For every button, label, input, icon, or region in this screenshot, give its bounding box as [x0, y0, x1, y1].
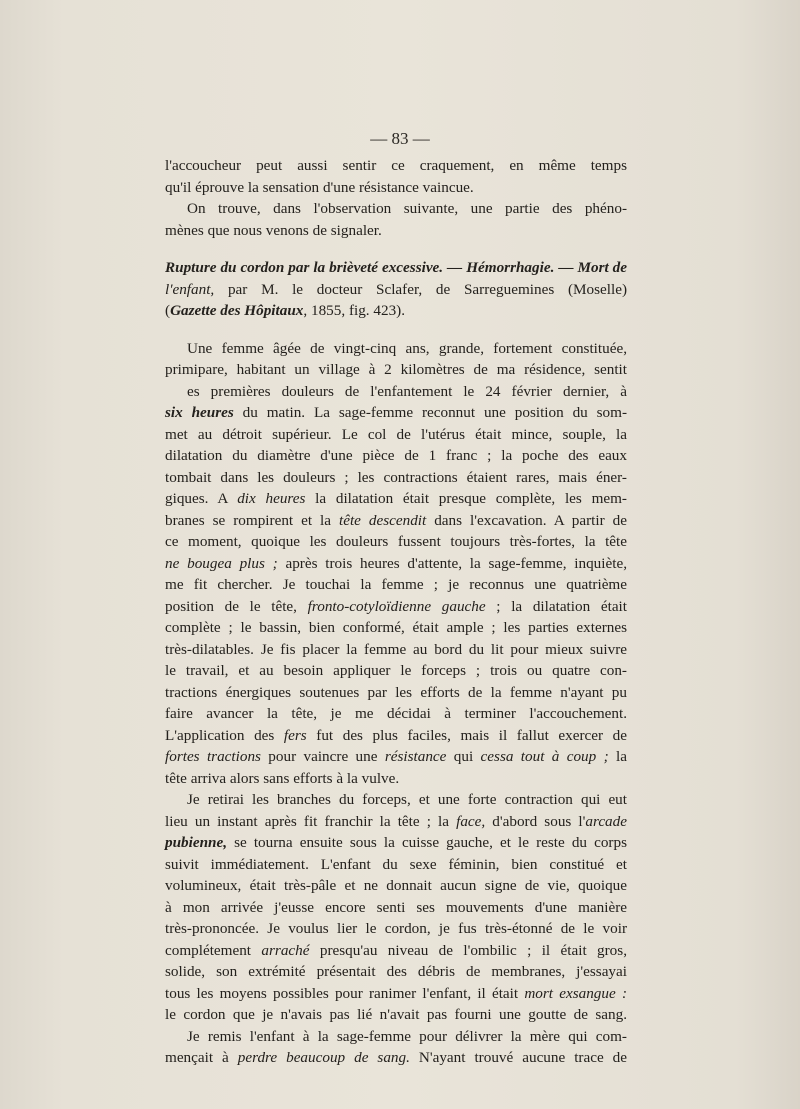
text-line: mènes que nous venons de signaler.	[165, 221, 382, 239]
page-text	[165, 155, 627, 1069]
text-line: ce moment, quoique les douleurs fussent toujours très-fortes, la tête	[165, 533, 627, 550]
text-line: position de le tête, fronto-cotyloïdienne gauche ; la dilatation était	[165, 597, 627, 615]
text-line: fortes tractions pour vaincre une résistance qui cessa tout à coup ; la	[165, 748, 627, 765]
text-line: Une femme âgée de vingt-cinq ans, grande, fortement constituée,	[187, 339, 627, 357]
text-line: six heures du matin. La sage-femme reconnut une position du som-	[165, 404, 627, 421]
text-line: le travail, et au besoin appliquer le forceps ; trois ou quatre con-	[165, 662, 627, 679]
text-line: solide, son extrémité présentait des débris de membranes, j'essayai	[165, 963, 627, 980]
text-line: faire avancer la tête, je me décidai à terminer l'accouchement.	[165, 705, 627, 722]
page-number: — 83 —	[370, 129, 430, 148]
text-line: branes se rompirent et la tête descendit dans l'excavation. A partir de	[165, 511, 627, 529]
text-line: pubienne, se tourna ensuite sous la cuisse gauche, et le reste du corps	[165, 834, 627, 851]
section-heading-line: (Gazette des Hôpitaux, 1855, fig. 423).	[165, 302, 406, 319]
text-line: suivit immédiatement. L'enfant du sexe féminin, bien constitué et	[165, 855, 627, 873]
text-line: le cordon que je n'avais pas lié n'avait pas fourni une goutte de sang.	[165, 1006, 627, 1023]
text-line: Je retirai les branches du forceps, et une forte contraction qui eut	[187, 791, 627, 808]
text-line: L'application des fers fut des plus faciles, mais il fallut exercer de	[165, 726, 627, 744]
text-line: lieu un instant après fit franchir la tête ; la face, d'abord sous l'arcade	[165, 812, 627, 830]
text-line: tous les moyens possibles pour ranimer l'enfant, il était mort exsangue :	[165, 984, 627, 1002]
text-line: complète ; le bassin, bien conformé, était ample ; les parties externes	[165, 619, 627, 636]
text-line: ne bougea plus ; après trois heures d'attente, la sage-femme, inquiète,	[165, 554, 627, 572]
text-line: dilatation du diamètre d'une pièce de 1 franc ; la poche des eaux	[165, 447, 627, 464]
text-line: giques. A dix heures la dilatation était presque complète, les mem-	[165, 490, 627, 507]
text-line: qu'il éprouve la sensation d'une résistance vaincue.	[165, 178, 474, 196]
section-heading-line: Rupture du cordon par la brièveté excessive. — Hémorrhagie. — Mort de	[165, 259, 627, 276]
text-line: très-prononcée. Je voulus lier le cordon, je fus très-étonné de le voir	[165, 920, 627, 937]
text-line: me fit chercher. Je touchai la femme ; je reconnus une quatrième	[165, 576, 627, 593]
text-line: On trouve, dans l'observation suivante, une partie des phéno-	[187, 200, 627, 217]
text-line: à mon arrivée j'eusse encore senti ses mouvements d'une manière	[165, 898, 627, 916]
text-line: tombait dans les douleurs ; les contractions étaient rares, mais éner-	[165, 468, 627, 486]
text-line: mençait à perdre beaucoup de sang. N'ayant trouvé aucune trace de	[165, 1049, 628, 1066]
text-line: l'accoucheur peut aussi sentir ce craquement, en même temps	[165, 157, 627, 174]
spacer	[165, 241, 627, 257]
section-heading-line: l'enfant, par M. le docteur Sclafer, de Sarreguemines (Moselle)	[165, 280, 627, 298]
text-line: très-dilatables. Je fis placer la femme au bord du lit pour mieux suivre	[165, 640, 627, 658]
text-line: tête arriva alors sans efforts à la vulve.	[165, 769, 400, 787]
text-line: primipare, habitant un village à 2 kilomètres de ma résidence, sentit	[165, 361, 627, 378]
text-line: complétement arraché presqu'au niveau de l'ombilic ; il était gros,	[165, 941, 627, 959]
text-line: es premières douleurs de l'enfantement le 24 février dernier, à	[187, 382, 627, 400]
text-line: tractions énergiques soutenues par les efforts de la femme n'ayant pu	[165, 683, 627, 701]
text-line: Je remis l'enfant à la sage-femme pour délivrer la mère qui com-	[187, 1027, 627, 1045]
spacer	[165, 322, 627, 338]
text-line: met au détroit supérieur. Le col de l'utérus était mince, souple, la	[165, 425, 627, 443]
text-line: volumineux, était très-pâle et ne donnait aucun signe de vie, quoique	[165, 877, 627, 894]
